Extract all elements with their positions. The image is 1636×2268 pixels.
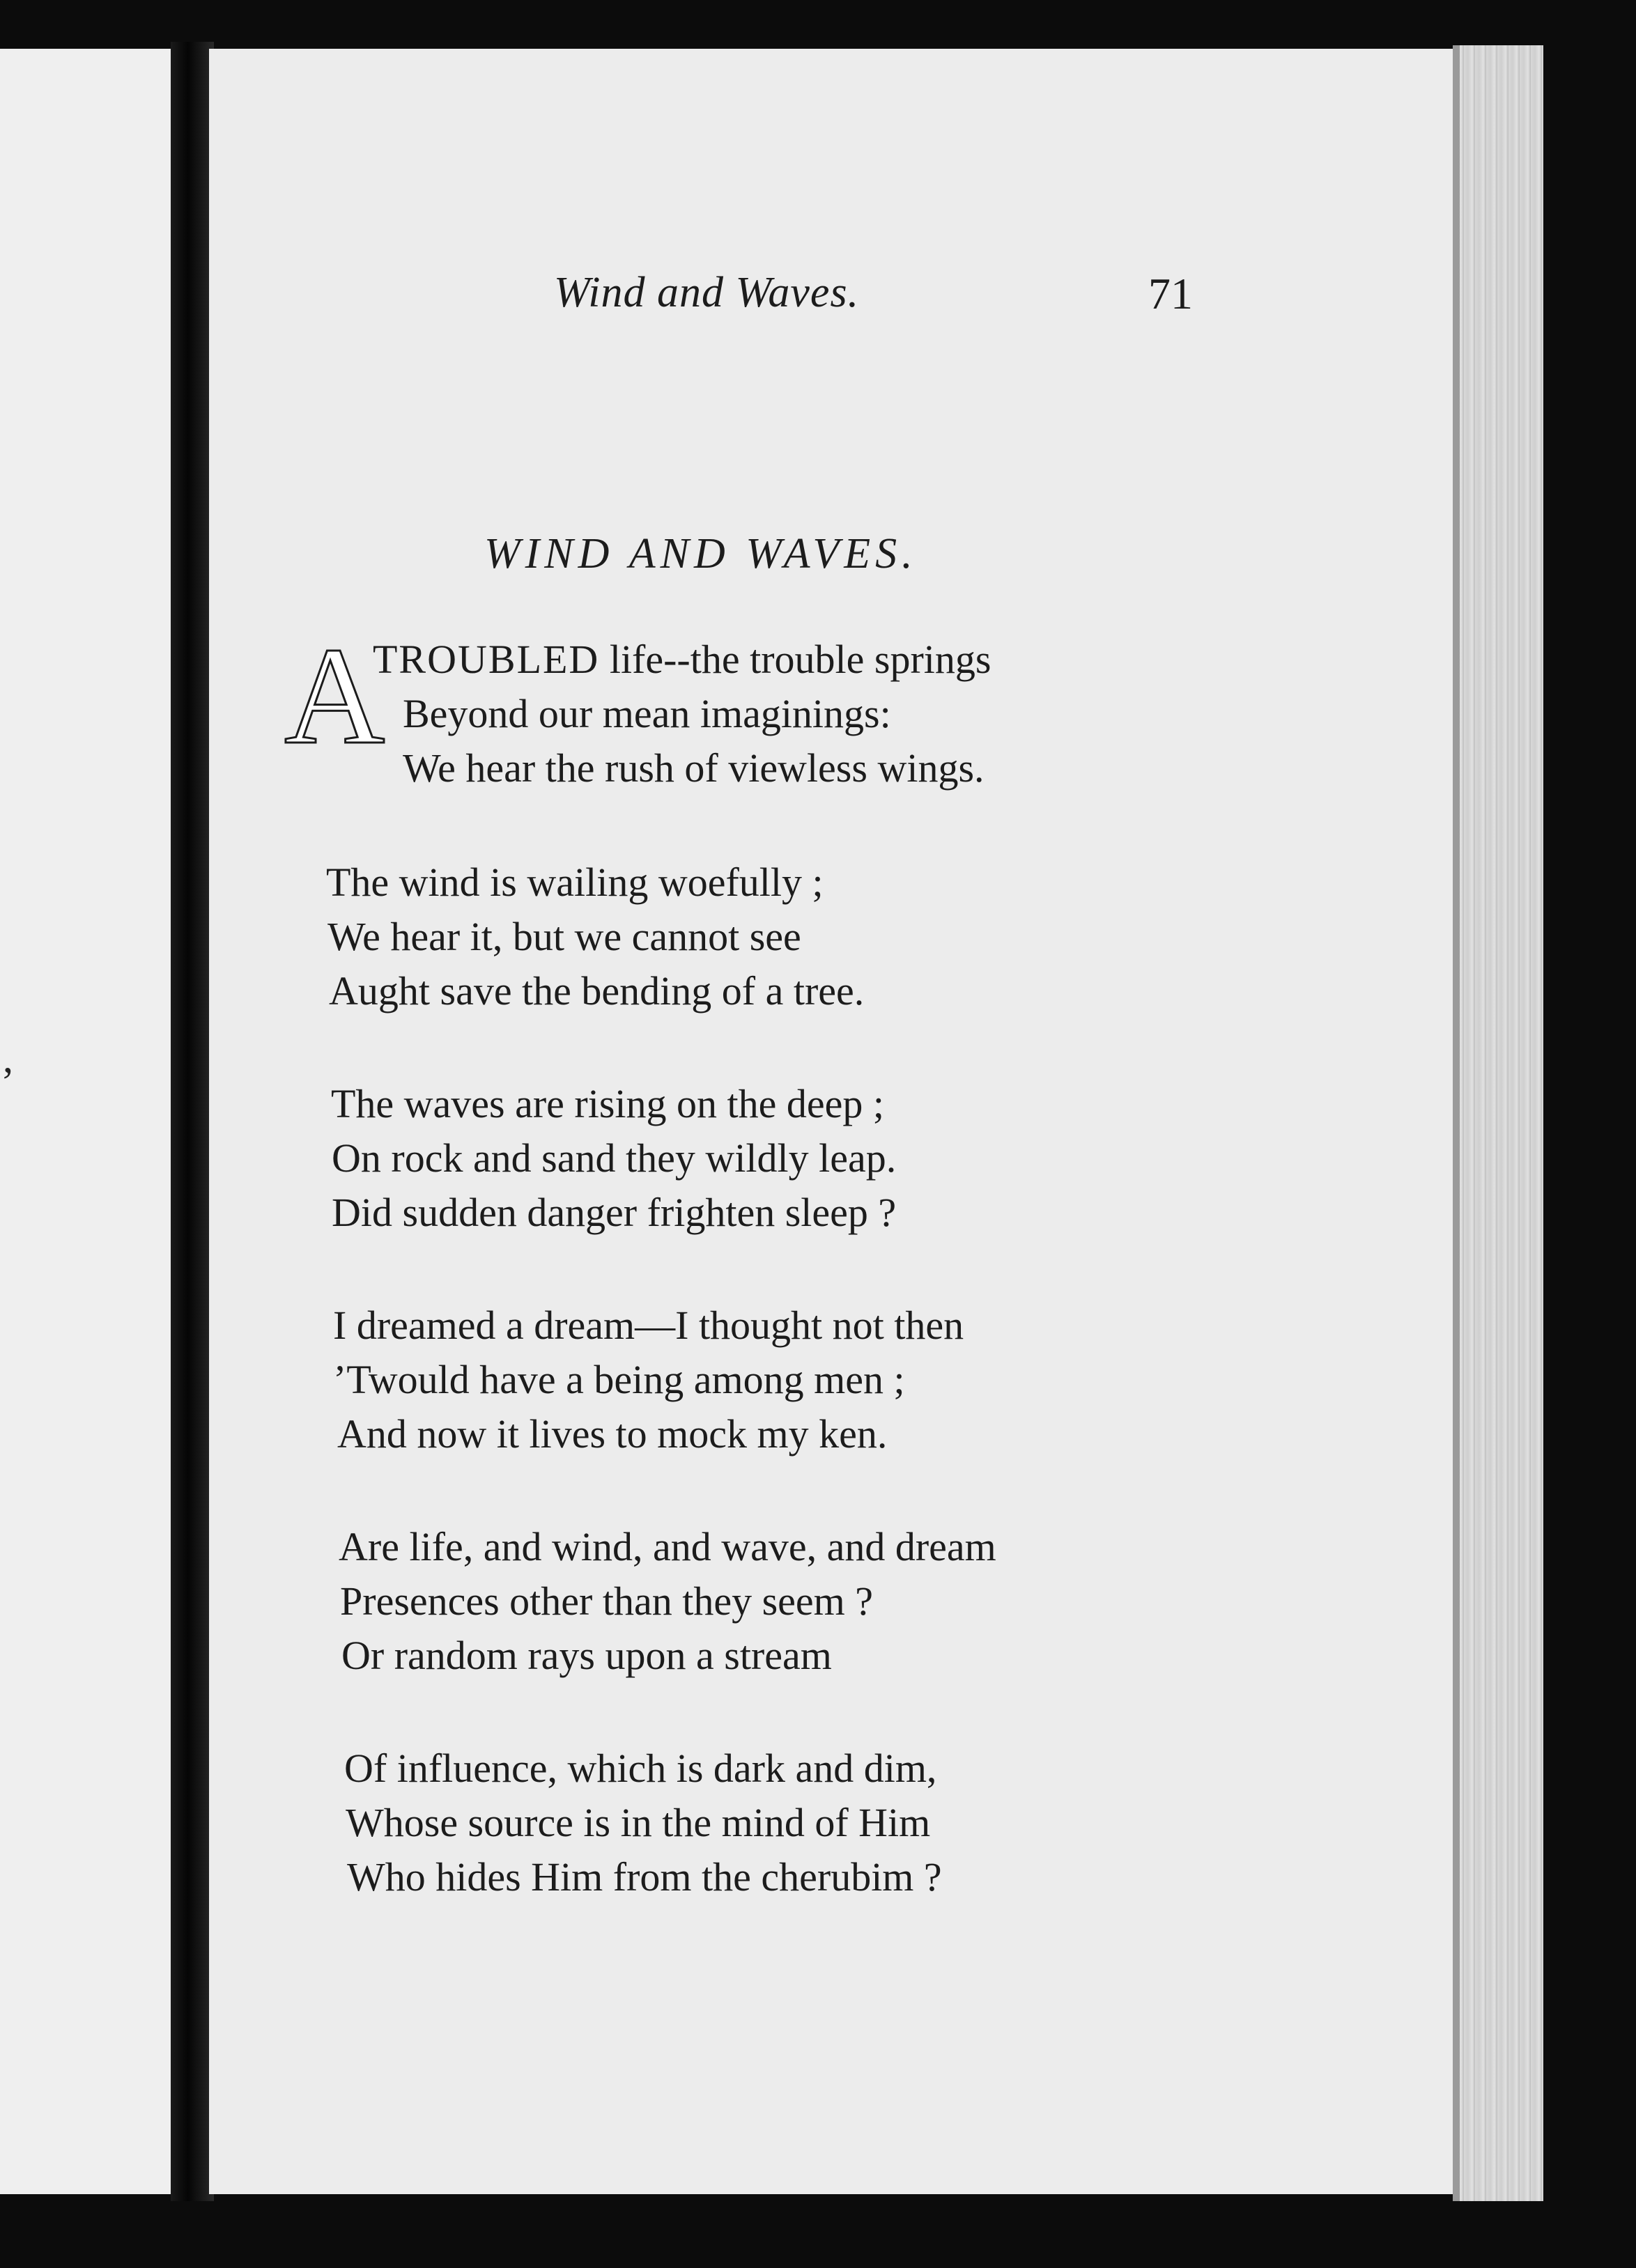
poem-line: The wind is wailing woefully ;: [326, 860, 824, 905]
poem-line: I dreamed a dream—I thought not then: [333, 1303, 964, 1348]
poem-line-text: life--the trouble springs: [599, 637, 991, 682]
drop-cap: A: [284, 619, 385, 773]
opening-word: TROUBLED: [373, 637, 600, 682]
poem-line: ’Twould have a being among men ;: [333, 1357, 905, 1402]
poem-line: Aught save the bending of a tree.: [329, 968, 865, 1013]
book-gutter: [171, 42, 214, 2201]
poem-line: Who hides Him from the cherubim ?: [347, 1854, 942, 1900]
running-head: Wind and Waves.: [554, 269, 860, 316]
page-edge-shadow: [1453, 45, 1460, 2201]
page-block-edge: [1453, 45, 1543, 2201]
poem-line: Presences other than they seem ?: [340, 1578, 873, 1624]
facing-page-punctuation: ,: [3, 1035, 13, 1081]
poem-line: [373, 639, 991, 680]
poem-line: Beyond our mean imaginings:: [403, 691, 891, 736]
poem-line: And now it lives to mock my ken.: [337, 1411, 888, 1457]
poem-line: We hear it, but we cannot see: [327, 914, 801, 959]
poem-line: On rock and sand they wildly leap.: [332, 1135, 897, 1181]
page-number: 71: [1148, 269, 1193, 318]
poem-line: Or random rays upon a stream: [341, 1633, 832, 1678]
poem-line: Whose source is in the mind of Him: [346, 1800, 931, 1845]
facing-page: [0, 49, 171, 2194]
poem-line: Of influence, which is dark and dim,: [344, 1746, 937, 1791]
poem-title: WIND AND WAVES.: [484, 530, 918, 577]
poem-line: The waves are rising on the deep ;: [331, 1081, 884, 1126]
poem-line: Are life, and wind, and wave, and dream: [339, 1524, 996, 1569]
poem-line: We hear the rush of viewless wings.: [403, 745, 985, 791]
poem-line: Did sudden danger frighten sleep ?: [332, 1190, 897, 1235]
